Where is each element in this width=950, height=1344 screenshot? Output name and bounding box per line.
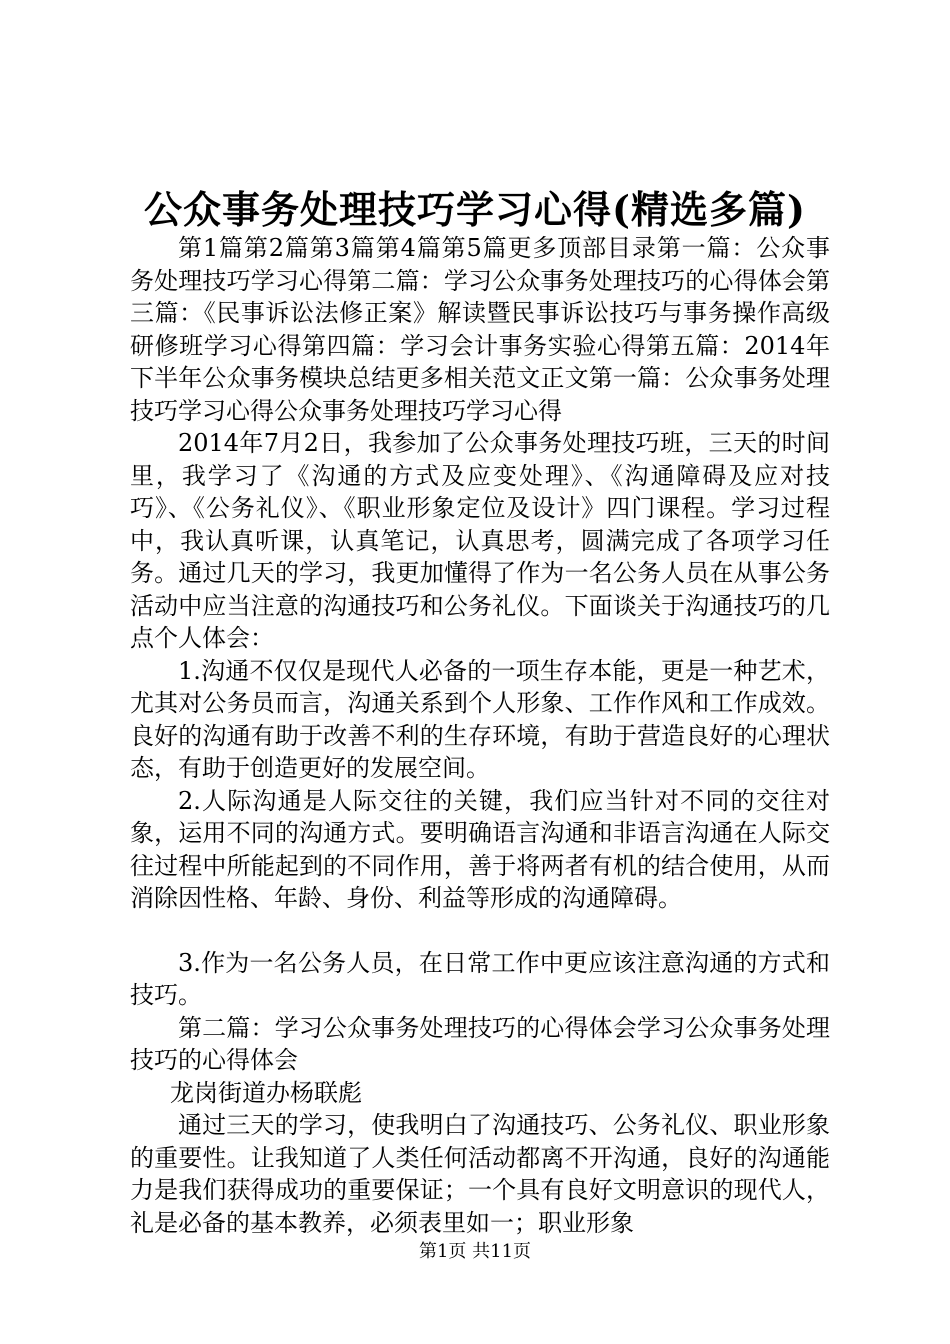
paragraph-point-1: 1.沟通不仅仅是现代人必备的一项生存本能，更是一种艺术，尤其对公务员而言，沟通关系到个人形象、工作作风和工作成效。良好的沟通有助于改善不利的生存环境，有助于营造良好的心理状态，有助于创造更好的发展空间。 [130,656,830,782]
paragraph-section-two-body: 通过三天的学习，使我明白了沟通技巧、公务礼仪、职业形象的重要性。让我知道了人类任何活动都离不开沟通，良好的沟通能力是我们获得成功的重要保证；一个具有良好文明意识的现代人，礼是必备的基本教养，必须表里如一；职业形象 [130,1111,830,1237]
document-title: 公众事务处理技巧学习心得(精选多篇) [144,187,806,232]
page-footer: 第1页 共11页 [418,1241,532,1262]
paragraph-spacer [130,915,830,947]
paragraph-section-two-heading: 第二篇：学习公众事务处理技巧的心得体会学习公众事务处理技巧的心得体会 [130,1013,830,1074]
paragraph-table-of-contents: 第1篇第2篇第3篇第4篇第5篇更多顶部目录第一篇：公众事务处理技巧学习心得第二篇：学习公众事务处理技巧的心得体会第三篇：《民事诉讼法修正案》解读暨民事诉讼技巧与事务操作高级研修班学习心得第四篇：学习会计事务实验心得第五篇：2014年下半年公众事务模块总结更多相关范文正文第一篇：公众事务处理技巧学习心得公众事务处理技巧学习心得 [130,234,830,425]
paragraph-intro: 2014年7月2日，我参加了公众事务处理技巧班，三天的时间里，我学习了《沟通的方式及应变处理》、《沟通障碍及应对技巧》、《公务礼仪》、《职业形象定位及设计》四门课程。学习过程中，我认真听课，认真笔记，认真思考，圆满完成了各项学习任务。通过几天的学习，我更加懂得了作为一名公务人员在从事公务活动中应当注意的沟通技巧和公务礼仪。下面谈关于沟通技巧的几点个人体会： [130,429,830,652]
document-body [130,232,830,1239]
paragraph-point-3: 3.作为一名公务人员，在日常工作中更应该注意沟通的方式和技巧。 [130,948,830,1009]
paragraph-point-2: 2.人际沟通是人际交往的关键，我们应当针对不同的交往对象，运用不同的沟通方式。要明确语言沟通和非语言沟通在人际交往过程中所能起到的不同作用，善于将两者有机的结合使用，从而消除因性格、年龄、身份、利益等形成的沟通障碍。 [130,786,830,912]
paragraph-author: 龙岗街道办杨联彪 [170,1078,362,1107]
